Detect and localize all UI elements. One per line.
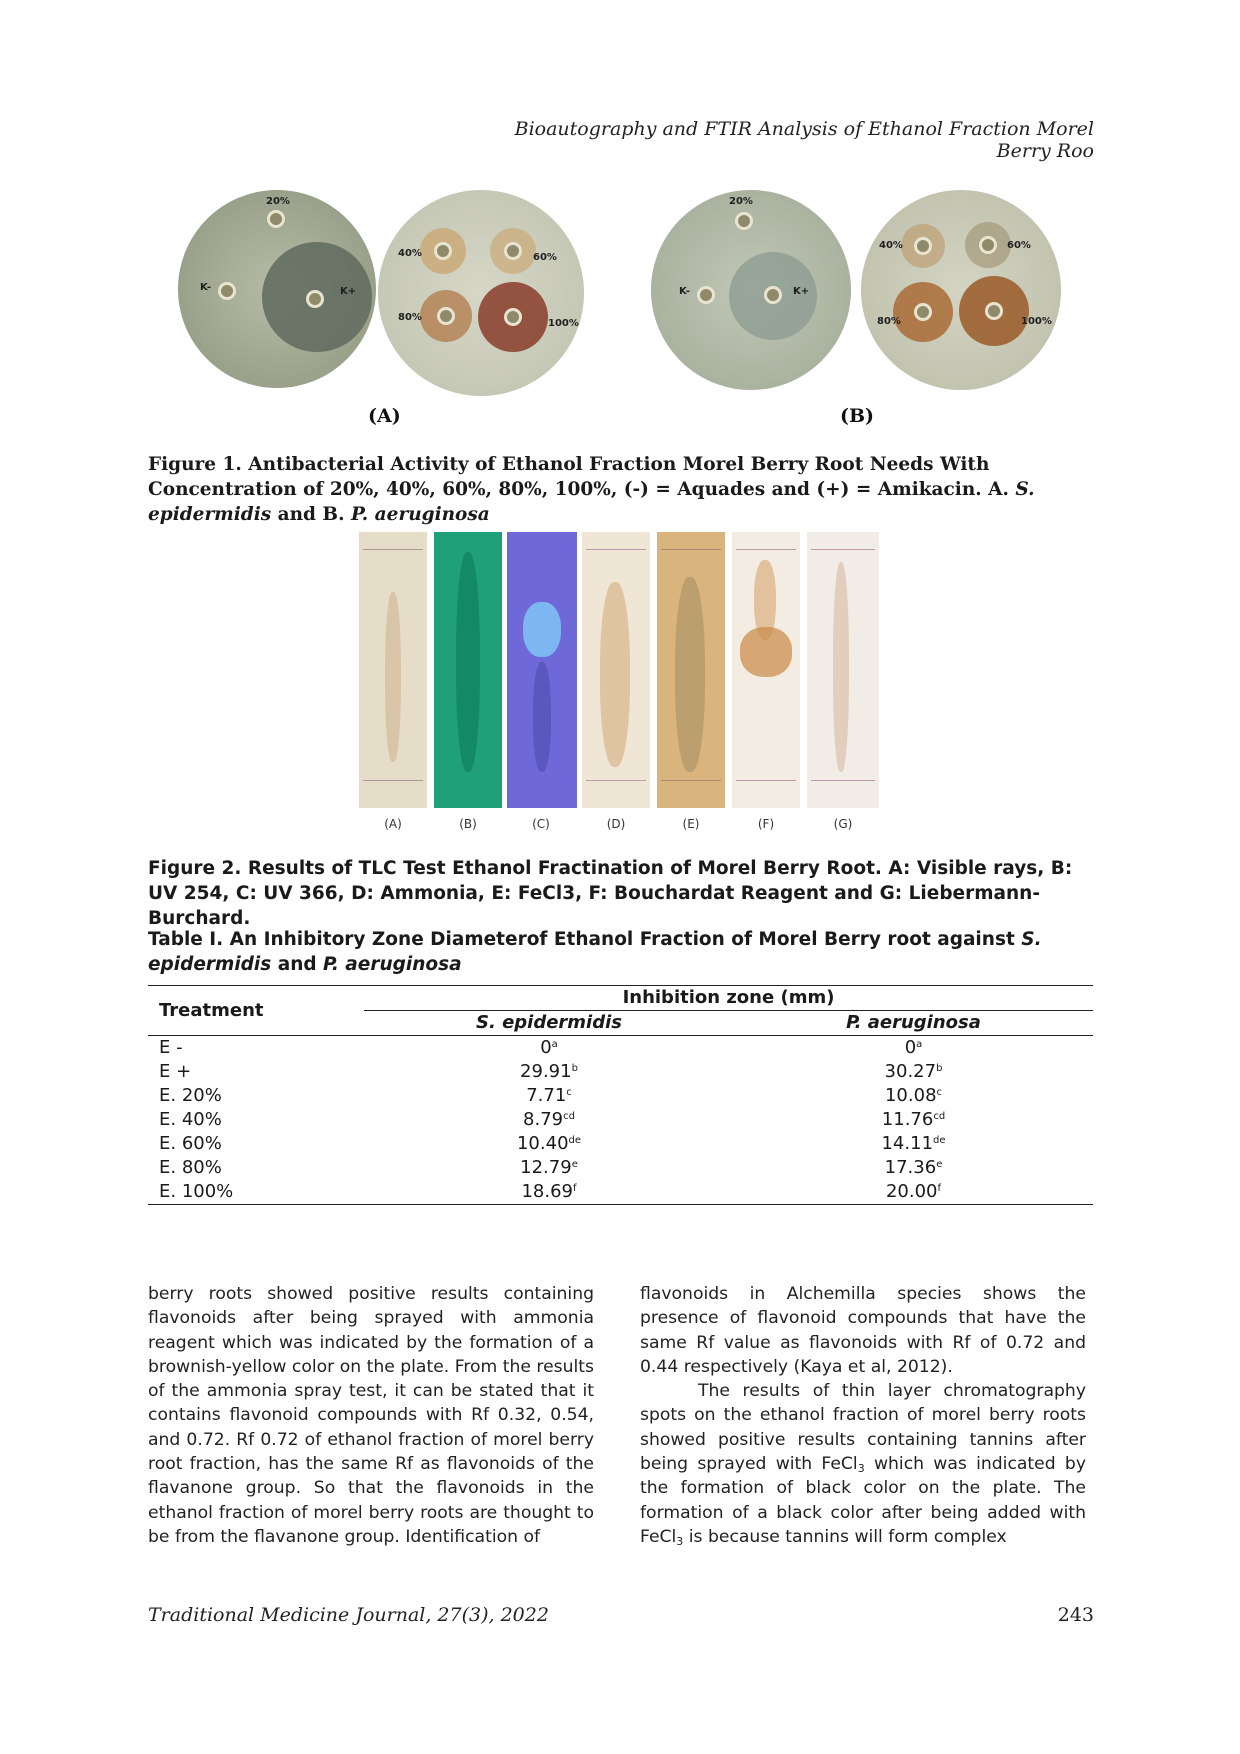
cell-treatment: E. 60%	[159, 1133, 222, 1154]
origin-line	[736, 780, 796, 781]
well-k-plus	[764, 286, 782, 304]
figure-2-caption: Figure 2. Results of TLC Test Ethanol Fractination of Morel Berry Root. A: Visible rays, B: UV 254, C: UV 366, D: Ammonia, E: FeCl3, F: Bouchardat Reagent and G: Liebermann-Burchard.	[148, 858, 1073, 929]
cell-treatment: E -	[159, 1037, 183, 1058]
cell-p-aeruginosa: 20.00$^f$	[734, 1180, 1093, 1205]
petri-dish-a-concentrations	[378, 190, 584, 396]
running-head: Bioautography and FTIR Analysis of Ethanol Fraction Morel Berry Roo	[514, 118, 1094, 162]
well-40	[434, 242, 452, 260]
origin-line	[363, 780, 423, 781]
tlc-spot	[523, 602, 561, 657]
tlc-spot	[675, 577, 705, 772]
body-column-right	[640, 1282, 1086, 1549]
origin-line	[811, 780, 875, 781]
table-row	[148, 1156, 1093, 1180]
tlc-spot	[385, 592, 401, 762]
origin-line	[586, 780, 646, 781]
well-60	[979, 236, 997, 254]
paragraph: The results of thin layer chromatography spots on the ethanol fraction of morel berry roots showed positive results containing tannins after being sprayed with FeCl$_3$ which was indicated by the formation of black color on the plate. The formation of a black color after being added with FeCl$_3$ is because tannins will form complex	[640, 1381, 1086, 1548]
cell-p-aeruginosa: 17.36e	[884, 1157, 943, 1178]
solvent-front-line	[811, 549, 875, 550]
tlc-spot	[600, 582, 630, 767]
cell-treatment: E +	[159, 1061, 192, 1082]
cell-p-aeruginosa: 11.76$^{cd}$	[881, 1109, 946, 1130]
dish-label: K+	[340, 286, 357, 297]
header-s-epidermidis: S. epidermidis	[364, 1011, 734, 1036]
solvent-front-line	[661, 549, 721, 550]
tlc-plate-label: (C)	[532, 817, 550, 831]
paragraph: berry roots showed positive results containing flavonoids after being sprayed with ammonia reagent which was indicated by the formation of a brownish-yellow color on the plate. From the results of the ammonia spray test, it can be stated that it contains flavonoid compounds with Rf 0.32, 0.54, and 0.72. Rf 0.72 of ethanol fraction of morel berry root fraction, has the same Rf as flavonoids of the flavanone group. So that the flavonoids in the ethanol fraction of morel berry roots are thought to be from the flavanone group. Identification of	[148, 1284, 595, 1547]
table-row	[148, 1180, 1093, 1205]
cell-p-aeruginosa: 10.08$^c$	[884, 1085, 943, 1106]
cell-treatment: E. 20%	[159, 1085, 222, 1106]
dish-label: 60%	[1007, 240, 1031, 251]
solvent-front-line	[736, 549, 796, 550]
petri-dish-a-controls	[178, 190, 376, 388]
solvent-front-line	[363, 549, 423, 550]
tlc-plate-d	[582, 532, 650, 808]
cell-s-epidermidis: 0$^a$	[540, 1037, 558, 1058]
cell-treatment: E. 80%	[159, 1157, 222, 1178]
dish-label: 40%	[398, 248, 422, 259]
tlc-plate-b	[434, 532, 502, 808]
tlc-plate-label: (G)	[833, 817, 853, 831]
figure-1-image	[178, 190, 1068, 400]
cell-s-epidermidis: 18.69$^f$	[364, 1180, 734, 1205]
petri-dish-b-concentrations	[861, 190, 1061, 390]
cell-s-epidermidis: 29.91$^b$	[520, 1061, 578, 1082]
cell-s-epidermidis: 7.71$^c$	[526, 1085, 572, 1106]
footer-page-number: 243	[1057, 1604, 1094, 1626]
table-row	[148, 1108, 1093, 1132]
dish-label: 40%	[879, 240, 903, 251]
figure-1-panel-a-label: (A)	[368, 405, 401, 427]
well-40	[914, 237, 932, 255]
figure-1-caption: Figure 1. Antibacterial Activity of Ethanol Fraction Morel Berry Root Needs With Concentration of 20%, 40%, 60%, 80%, 100%, (-) = Aquades and (+) = Amikacin. A. S. epidermidis and B. P. aeruginosa	[148, 454, 1035, 525]
well-100	[985, 302, 1003, 320]
origin-line	[661, 780, 721, 781]
dish-label: 20%	[266, 196, 290, 207]
body-column-left	[148, 1282, 594, 1549]
figure-1-panel-b-label: (B)	[840, 405, 875, 427]
tlc-spot	[533, 662, 551, 772]
dish-label: 80%	[398, 312, 422, 323]
dish-label: 80%	[877, 316, 901, 327]
tlc-plate-e	[657, 532, 725, 808]
header-p-aeruginosa: P. aeruginosa	[734, 1011, 1093, 1036]
table-row	[148, 1036, 1093, 1061]
tlc-plate-label: (B)	[459, 817, 477, 831]
header-treatment: Treatment	[148, 986, 364, 1036]
inhibition-zone-table	[148, 985, 1093, 1205]
well-80	[437, 307, 455, 325]
dish-label: K-	[679, 286, 691, 297]
petri-dish-b-controls	[651, 190, 851, 390]
tlc-plate-a	[359, 532, 427, 808]
tlc-plate-c	[507, 532, 577, 808]
paragraph: flavonoids in Alchemilla species shows the presence of flavonoid compounds that have the same Rf value as flavonoids with Rf of 0.72 and 0.44 respectively (Kaya et al, 2012).	[640, 1284, 1086, 1377]
solvent-front-line	[586, 549, 646, 550]
table-body	[148, 1036, 1093, 1205]
tlc-plate-label: (A)	[384, 817, 402, 831]
well-k-minus	[218, 282, 236, 300]
cell-s-epidermidis: 12.79e	[520, 1157, 578, 1178]
table-1-title: Table I. An Inhibitory Zone Diameterof Ethanol Fraction of Morel Berry root against S. epidermidis and P. aeruginosa	[148, 929, 1042, 975]
well-20	[735, 212, 753, 230]
well-20	[267, 210, 285, 228]
dish-label: 100%	[548, 318, 579, 329]
header-inhibition-zone: Inhibition zone (mm)	[364, 986, 1093, 1011]
well-100	[504, 308, 522, 326]
tlc-plate-label: (F)	[757, 817, 775, 831]
well-k-plus	[306, 290, 324, 308]
well-80	[914, 303, 932, 321]
tlc-plate-f	[732, 532, 800, 808]
well-k-minus	[697, 286, 715, 304]
tlc-plate-g	[807, 532, 879, 808]
cell-p-aeruginosa: 30.27$^b$	[884, 1061, 943, 1082]
cell-s-epidermidis: 8.79$^{cd}$	[523, 1109, 575, 1130]
table-row	[148, 1060, 1093, 1084]
footer-journal: Traditional Medicine Journal, 27(3), 2022	[148, 1604, 549, 1626]
dish-label: 20%	[729, 196, 753, 207]
cell-treatment: E. 100%	[148, 1180, 364, 1205]
dish-label: 100%	[1021, 316, 1052, 327]
cell-p-aeruginosa: 14.11de	[881, 1133, 946, 1154]
dish-label: 60%	[533, 252, 557, 263]
tlc-plate-label: (D)	[606, 817, 626, 831]
tlc-spot	[833, 562, 849, 772]
well-60	[504, 242, 522, 260]
figure-2-tlc-plates	[357, 532, 884, 831]
dish-label: K-	[200, 282, 212, 293]
tlc-spot	[456, 552, 480, 772]
cell-treatment: E. 40%	[159, 1109, 222, 1130]
table-row	[148, 1132, 1093, 1156]
cell-s-epidermidis: 10.40de	[516, 1133, 582, 1154]
dish-label: K+	[793, 286, 810, 297]
cell-p-aeruginosa: 0$^a$	[904, 1037, 923, 1058]
tlc-spot	[740, 627, 792, 677]
tlc-plate-label: (E)	[682, 817, 700, 831]
table-row	[148, 1084, 1093, 1108]
